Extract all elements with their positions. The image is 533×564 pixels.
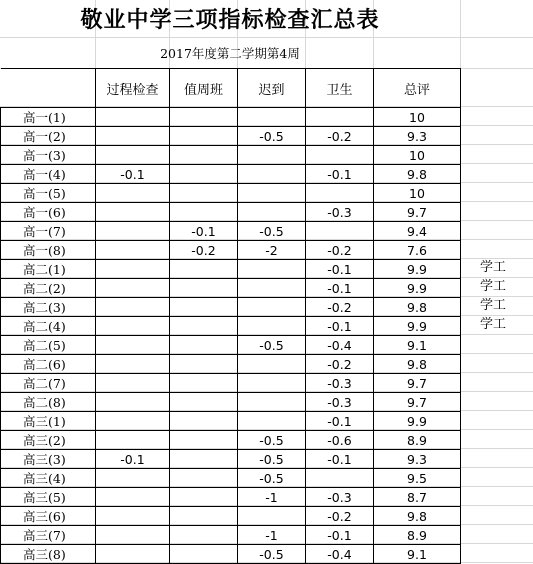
score-cell[interactable] — [170, 393, 238, 412]
score-cell[interactable]: 9.9 — [374, 279, 461, 298]
score-cell[interactable]: -0.1 — [306, 317, 374, 336]
score-cell[interactable]: -0.5 — [238, 431, 306, 450]
class-name-cell[interactable]: 高一(6) — [1, 203, 96, 222]
table-row — [1, 393, 461, 412]
table-row — [1, 488, 461, 507]
class-name-cell[interactable]: 高三(2) — [1, 431, 96, 450]
score-cell[interactable]: 9.1 — [374, 336, 461, 355]
score-cell[interactable] — [170, 545, 238, 564]
table-row — [1, 241, 461, 260]
class-name-cell[interactable]: 高三(6) — [1, 507, 96, 526]
class-name-cell[interactable]: 高二(3) — [1, 298, 96, 317]
score-cell[interactable] — [170, 298, 238, 317]
score-cell[interactable] — [96, 127, 170, 146]
score-cell[interactable] — [306, 222, 374, 241]
table-row — [1, 336, 461, 355]
score-cell[interactable] — [170, 355, 238, 374]
score-cell[interactable]: 9.9 — [374, 412, 461, 431]
score-cell[interactable] — [96, 469, 170, 488]
class-name-cell[interactable]: 高一(2) — [1, 127, 96, 146]
sheet-subtitle: 2017年度第二学期第4周 — [160, 45, 300, 61]
table-row — [1, 165, 461, 184]
score-cell[interactable]: -0.6 — [306, 431, 374, 450]
class-name-cell[interactable]: 高三(4) — [1, 469, 96, 488]
table-row — [1, 127, 461, 146]
class-name-cell[interactable]: 高一(5) — [1, 184, 96, 203]
table-row — [1, 317, 461, 336]
table-row — [1, 412, 461, 431]
score-cell[interactable]: -0.2 — [306, 507, 374, 526]
table-row — [1, 507, 461, 526]
score-cell[interactable] — [170, 469, 238, 488]
class-name-cell[interactable]: 高三(8) — [1, 545, 96, 564]
side-note[interactable]: 学工 — [480, 317, 507, 332]
score-cell[interactable]: -0.5 — [238, 127, 306, 146]
score-cell[interactable] — [170, 146, 238, 165]
header-cell[interactable] — [1, 69, 96, 108]
table-row — [1, 298, 461, 317]
class-name-cell[interactable]: 高三(5) — [1, 488, 96, 507]
score-cell[interactable] — [96, 336, 170, 355]
score-cell[interactable]: -0.1 — [96, 450, 170, 469]
score-cell[interactable] — [170, 412, 238, 431]
score-cell[interactable] — [170, 488, 238, 507]
class-name-cell[interactable]: 高三(7) — [1, 526, 96, 545]
score-cell[interactable] — [238, 507, 306, 526]
score-cell[interactable]: -2 — [238, 241, 306, 260]
header-cell[interactable]: 值周班 — [170, 69, 238, 108]
score-cell[interactable]: 10 — [374, 108, 461, 127]
score-cell[interactable] — [238, 203, 306, 222]
score-cell[interactable] — [170, 526, 238, 545]
score-cell[interactable] — [238, 146, 306, 165]
header-cell[interactable]: 卫生 — [306, 69, 374, 108]
sheet-title: 敬业中学三项指标检查汇总表 — [80, 7, 380, 33]
score-cell[interactable]: 8.9 — [374, 526, 461, 545]
table-row — [1, 545, 461, 564]
score-cell[interactable]: -0.5 — [238, 336, 306, 355]
score-cell[interactable] — [170, 317, 238, 336]
score-cell[interactable]: 10 — [374, 184, 461, 203]
table-row — [1, 526, 461, 545]
class-name-cell[interactable]: 高二(1) — [1, 260, 96, 279]
score-cell[interactable]: 9.8 — [374, 507, 461, 526]
score-cell[interactable] — [96, 412, 170, 431]
score-cell[interactable]: 9.3 — [374, 127, 461, 146]
side-note[interactable]: 学工 — [480, 260, 507, 275]
score-cell[interactable]: -1 — [238, 488, 306, 507]
score-cell[interactable]: 9.9 — [374, 317, 461, 336]
table-row — [1, 431, 461, 450]
side-note[interactable]: 学工 — [480, 298, 507, 313]
score-cell[interactable] — [306, 108, 374, 127]
score-cell[interactable] — [238, 108, 306, 127]
score-cell[interactable]: 9.8 — [374, 165, 461, 184]
score-cell[interactable]: -0.1 — [96, 165, 170, 184]
class-name-cell[interactable]: 高三(1) — [1, 412, 96, 431]
class-name-cell[interactable]: 高二(7) — [1, 374, 96, 393]
score-cell[interactable] — [238, 260, 306, 279]
score-cell[interactable]: 9.7 — [374, 203, 461, 222]
summary-table — [0, 68, 461, 564]
score-cell[interactable]: -0.1 — [306, 260, 374, 279]
score-cell[interactable]: -0.3 — [306, 488, 374, 507]
score-cell[interactable]: -0.1 — [170, 222, 238, 241]
score-cell[interactable]: -0.5 — [238, 469, 306, 488]
score-cell[interactable] — [96, 279, 170, 298]
score-cell[interactable]: 8.7 — [374, 488, 461, 507]
score-cell[interactable] — [96, 317, 170, 336]
score-cell[interactable] — [96, 526, 170, 545]
header-cell[interactable]: 过程检查 — [96, 69, 170, 108]
score-cell[interactable]: 10 — [374, 146, 461, 165]
score-cell[interactable] — [238, 317, 306, 336]
score-cell[interactable] — [170, 336, 238, 355]
score-cell[interactable] — [96, 203, 170, 222]
table-row — [1, 450, 461, 469]
score-cell[interactable] — [306, 184, 374, 203]
score-cell[interactable]: -0.5 — [238, 545, 306, 564]
score-cell[interactable] — [96, 184, 170, 203]
class-name-cell[interactable]: 高二(6) — [1, 355, 96, 374]
score-cell[interactable]: -0.3 — [306, 393, 374, 412]
score-cell[interactable]: 9.8 — [374, 298, 461, 317]
score-cell[interactable] — [238, 279, 306, 298]
score-cell[interactable] — [170, 450, 238, 469]
score-cell[interactable] — [238, 374, 306, 393]
score-cell[interactable]: 8.9 — [374, 431, 461, 450]
score-cell[interactable] — [238, 298, 306, 317]
class-name-cell[interactable]: 高二(8) — [1, 393, 96, 412]
score-cell[interactable]: -0.5 — [238, 450, 306, 469]
score-cell[interactable] — [170, 507, 238, 526]
score-cell[interactable] — [238, 165, 306, 184]
class-name-cell[interactable]: 高一(8) — [1, 241, 96, 260]
class-name-cell[interactable]: 高一(3) — [1, 146, 96, 165]
side-note[interactable]: 学工 — [480, 279, 507, 294]
score-cell[interactable]: 9.3 — [374, 450, 461, 469]
score-cell[interactable] — [238, 412, 306, 431]
table-row — [1, 222, 461, 241]
class-name-cell[interactable]: 高三(3) — [1, 450, 96, 469]
table-row — [1, 146, 461, 165]
score-cell[interactable]: 9.7 — [374, 374, 461, 393]
score-cell[interactable] — [170, 165, 238, 184]
class-name-cell[interactable]: 高一(4) — [1, 165, 96, 184]
score-cell[interactable] — [170, 374, 238, 393]
score-cell[interactable]: -0.2 — [306, 241, 374, 260]
table-row — [1, 108, 461, 127]
score-cell[interactable]: 9.4 — [374, 222, 461, 241]
score-cell[interactable]: 9.1 — [374, 545, 461, 564]
score-cell[interactable]: -0.2 — [306, 127, 374, 146]
score-cell[interactable] — [170, 203, 238, 222]
table-row — [1, 184, 461, 203]
score-cell[interactable] — [170, 108, 238, 127]
score-cell[interactable]: -0.1 — [306, 450, 374, 469]
score-cell[interactable] — [96, 393, 170, 412]
score-cell[interactable] — [238, 393, 306, 412]
header-cell[interactable]: 总评 — [374, 69, 461, 108]
score-cell[interactable] — [96, 355, 170, 374]
score-cell[interactable]: -0.1 — [306, 526, 374, 545]
score-cell[interactable] — [96, 374, 170, 393]
table-row — [1, 203, 461, 222]
score-cell[interactable]: 7.6 — [374, 241, 461, 260]
score-cell[interactable] — [306, 146, 374, 165]
score-cell[interactable] — [96, 431, 170, 450]
score-cell[interactable] — [96, 146, 170, 165]
score-cell[interactable] — [96, 298, 170, 317]
score-cell[interactable] — [96, 260, 170, 279]
table-body — [1, 108, 461, 564]
score-cell[interactable]: -0.5 — [238, 222, 306, 241]
score-cell[interactable] — [96, 108, 170, 127]
score-cell[interactable]: 9.5 — [374, 469, 461, 488]
score-cell[interactable] — [96, 222, 170, 241]
score-cell[interactable]: -0.4 — [306, 336, 374, 355]
score-cell[interactable]: -0.1 — [306, 412, 374, 431]
class-name-cell[interactable]: 高二(5) — [1, 336, 96, 355]
header-cell[interactable]: 迟到 — [238, 69, 306, 108]
score-cell[interactable] — [96, 241, 170, 260]
score-cell[interactable]: -0.2 — [306, 355, 374, 374]
score-cell[interactable]: -0.2 — [306, 298, 374, 317]
score-cell[interactable]: -0.4 — [306, 545, 374, 564]
score-cell[interactable]: 9.7 — [374, 393, 461, 412]
score-cell[interactable] — [170, 431, 238, 450]
table-row — [1, 279, 461, 298]
class-name-cell[interactable]: 高二(4) — [1, 317, 96, 336]
table-row — [1, 260, 461, 279]
score-cell[interactable] — [170, 184, 238, 203]
score-cell[interactable]: 9.8 — [374, 355, 461, 374]
class-name-cell[interactable]: 高一(7) — [1, 222, 96, 241]
score-cell[interactable] — [238, 184, 306, 203]
table-row — [1, 355, 461, 374]
class-name-cell[interactable]: 高一(1) — [1, 108, 96, 127]
score-cell[interactable]: -0.3 — [306, 203, 374, 222]
score-cell[interactable]: -0.2 — [170, 241, 238, 260]
score-cell[interactable] — [238, 355, 306, 374]
score-cell[interactable] — [170, 127, 238, 146]
header-row — [1, 69, 461, 108]
class-name-cell[interactable]: 高二(2) — [1, 279, 96, 298]
score-cell[interactable]: -0.3 — [306, 374, 374, 393]
score-cell[interactable] — [96, 488, 170, 507]
score-cell[interactable] — [96, 507, 170, 526]
score-cell[interactable] — [170, 279, 238, 298]
score-cell[interactable]: -0.1 — [306, 279, 374, 298]
table-row — [1, 469, 461, 488]
score-cell[interactable] — [96, 545, 170, 564]
score-cell[interactable]: 9.9 — [374, 260, 461, 279]
score-cell[interactable]: -0.1 — [306, 165, 374, 184]
score-cell[interactable] — [306, 469, 374, 488]
table-row — [1, 374, 461, 393]
score-cell[interactable]: -1 — [238, 526, 306, 545]
score-cell[interactable] — [170, 260, 238, 279]
